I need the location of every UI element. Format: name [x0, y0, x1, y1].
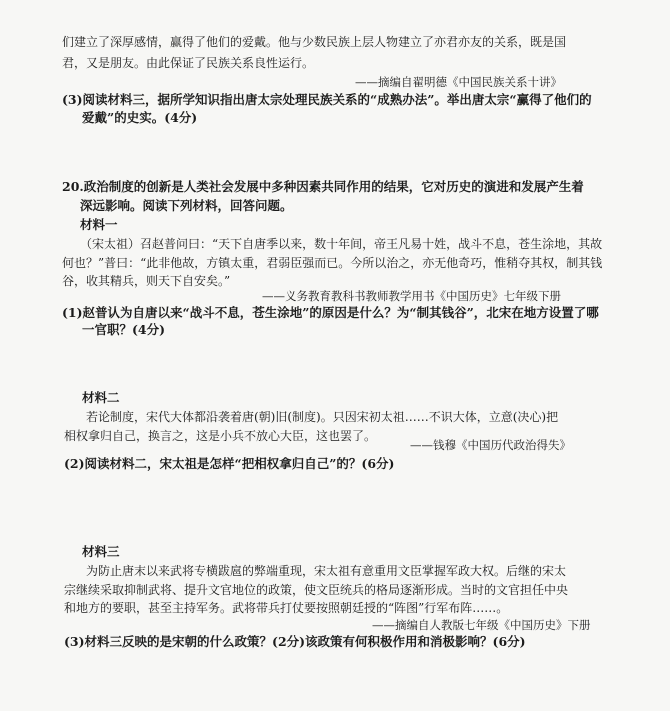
question-20-1-line-2: 一官职？(4分)	[82, 322, 166, 337]
material-1-line-1: （宋太祖）召赵普问曰：“天下自唐季以来，数十年间，帝王凡易十姓，战斗不息，苍生涂地，其故	[80, 237, 603, 251]
material-2-line-2: 相权拿归自己，换言之，这是小兵不放心大臣，这也罢了。	[64, 429, 377, 443]
intro-line-1: 们建立了深厚感情，赢得了他们的爱戴。他与少数民族上层人物建立了亦君亦友的关系，既是国	[62, 35, 567, 49]
material-2-source: ——钱穆《中国历代政治得失》	[410, 438, 571, 452]
question-20-1-line-1: (1)赵普认为自唐以来“战斗不息，苍生涂地”的原因是什么？为“制其钱谷”，北宋在地方设置了哪	[62, 305, 599, 320]
question-20-2: (2)阅读材料二，宋太祖是怎样“把相权拿归自己”的？(6分)	[64, 456, 395, 471]
intro-line-2: 君，又是朋友。由此保证了民族关系良性运行。	[62, 56, 315, 70]
intro-source: ——摘编自翟明德《中国民族关系十讲》	[355, 75, 562, 89]
material-3-line-2: 宗继续采取抑制武将、提升文官地位的政策，使文臣统兵的格局逐渐形成。当时的文官担任中央	[64, 583, 569, 597]
question-19-3-line-2: 爱戴”的史实。(4分)	[82, 110, 198, 125]
material-1-title: 材料一	[80, 217, 118, 232]
question-20-3: (3)材料三反映的是宋朝的什么政策？(2分)该政策有何积极作用和消极影响？(6分)	[64, 634, 526, 649]
material-3-source: ——摘编自人教版七年级《中国历史》下册	[372, 618, 591, 632]
material-1-source: ——义务教育教科书教师教学用书《中国历史》七年级下册	[262, 289, 561, 303]
material-3-title: 材料三	[82, 544, 120, 559]
question-19-3-line-1: (3)阅读材料三，据所学知识指出唐太宗处理民族关系的“成熟办法”。举出唐太宗“赢得了他们的	[62, 92, 592, 107]
question-20-line-2: 深远影响。阅读下列材料，回答问题。	[80, 198, 293, 213]
material-1-line-3: 谷，收其精兵，则天下自安矣。”	[62, 274, 231, 288]
material-2-line-1: 若论制度，宋代大体都沿袭着唐(朝)旧(制度)。只因宋初太祖……不识大体，立意(决心)把	[86, 410, 559, 424]
question-20-line-1: 20.政治制度的创新是人类社会发展中多种因素共同作用的结果，它对历史的演进和发展产生着	[62, 179, 584, 194]
material-1-line-2: 何也？”普曰：“此非他故，方镇太重，君弱臣强而已。今所以治之，亦无他奇巧，惟稍夺其权，制其钱	[62, 256, 603, 270]
material-3-line-1: 为防止唐末以来武将专横跋扈的弊端重现，宋太祖有意重用文臣掌握军政大权。后继的宋太	[86, 564, 567, 578]
material-3-line-3: 和地方的要职，甚至主持军务。武将带兵打仗要按照朝廷授的“阵图”行军布阵……。	[64, 601, 509, 615]
material-2-title: 材料二	[82, 390, 120, 405]
